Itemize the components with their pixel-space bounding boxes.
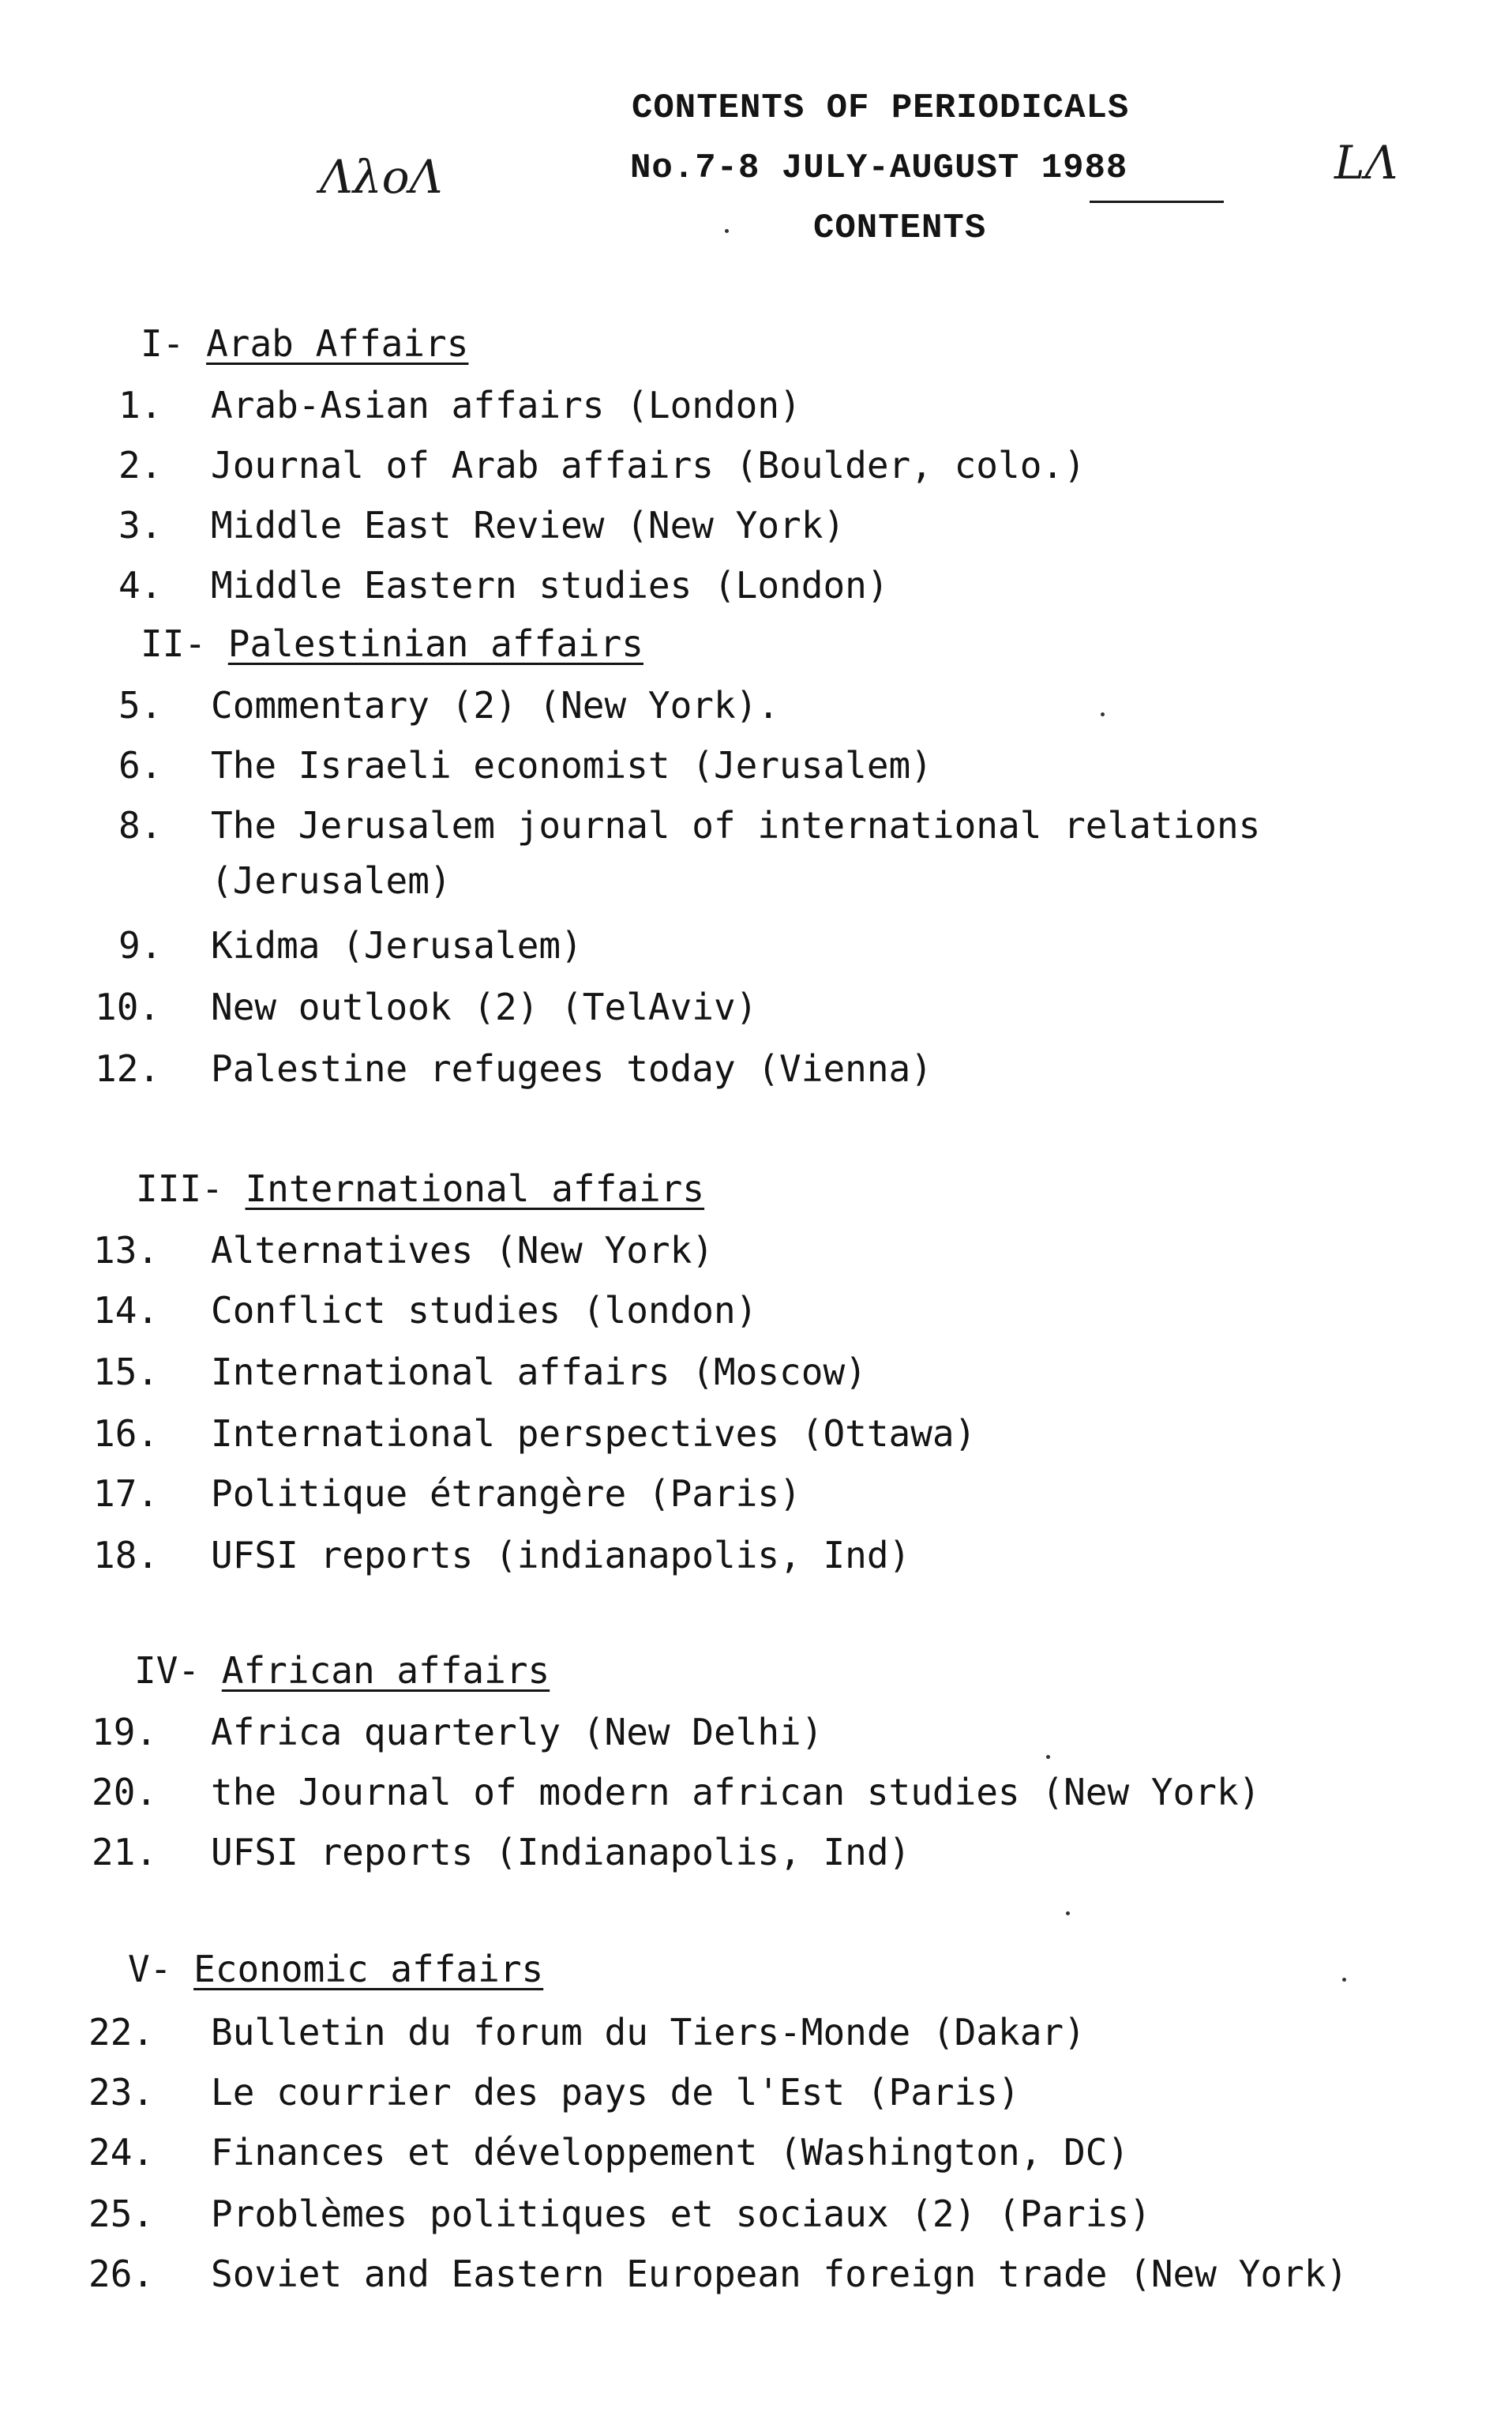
item-number: 23. xyxy=(88,2071,155,2114)
item-text: The Israeli economist (Jerusalem) xyxy=(211,744,932,787)
section-numeral: II- xyxy=(141,622,207,665)
item-text: Africa quarterly (New Delhi) xyxy=(211,1711,824,1753)
section-title: Economic affairs xyxy=(193,1948,544,1990)
item-number: 26. xyxy=(88,2253,155,2295)
item-number: 4. xyxy=(118,564,163,607)
item-number: 20. xyxy=(92,1771,158,1813)
handwritten-underline xyxy=(1090,201,1224,203)
item-number: 15. xyxy=(93,1351,159,1393)
item-number: 5. xyxy=(118,684,163,727)
scan-speck xyxy=(1101,712,1105,716)
section-title: International affairs xyxy=(245,1167,705,1210)
section-title: Palestinian affairs xyxy=(227,622,643,665)
section-numeral: I- xyxy=(141,322,185,365)
item-text: Politique étrangère (Paris) xyxy=(211,1472,801,1515)
item-text: Commentary (2) (New York). xyxy=(211,684,780,727)
item-number: 3. xyxy=(118,504,163,547)
item-number: 25. xyxy=(88,2193,155,2235)
item-text: Palestine refugees today (Vienna) xyxy=(211,1047,932,1090)
header-contents: CONTENTS xyxy=(813,209,987,248)
item-number: 22. xyxy=(88,2011,155,2054)
item-number: 2. xyxy=(118,444,163,487)
item-text: Le courrier des pays de l'Est (Paris) xyxy=(211,2071,1020,2114)
section-numeral: V- xyxy=(128,1948,172,1990)
section-title: Arab Affairs xyxy=(206,322,469,365)
item-number: 1. xyxy=(118,384,163,427)
item-number: 19. xyxy=(92,1711,158,1753)
item-number: 17. xyxy=(93,1472,159,1515)
section-heading xyxy=(134,1649,550,1692)
item-text: Middle East Review (New York) xyxy=(211,504,846,547)
item-number: 14. xyxy=(93,1289,159,1332)
item-text: International perspectives (Ottawa) xyxy=(211,1412,977,1455)
item-number: 16. xyxy=(93,1412,159,1455)
section-title: African affairs xyxy=(221,1649,550,1692)
item-text: New outlook (2) (TelAviv) xyxy=(211,986,758,1028)
item-text: International affairs (Moscow) xyxy=(211,1351,867,1393)
item-number: 18. xyxy=(93,1534,159,1576)
item-number: 13. xyxy=(93,1229,159,1272)
item-text: Alternatives (New York) xyxy=(211,1229,714,1272)
item-text: Kidma (Jerusalem) xyxy=(211,924,583,967)
item-number: 8. xyxy=(118,804,163,847)
scan-speck xyxy=(1066,1911,1070,1915)
section-numeral: IV- xyxy=(134,1649,201,1692)
item-text: UFSI reports (Indianapolis, Ind) xyxy=(211,1831,911,1873)
header-issue: No.7-8 JULY-AUGUST 1988 xyxy=(630,148,1128,188)
item-text-continuation: (Jerusalem) xyxy=(211,859,452,902)
item-number: 12. xyxy=(95,1047,161,1090)
handwritten-annotation-right: LΛ xyxy=(1334,136,1398,190)
item-text: Middle Eastern studies (London) xyxy=(211,564,889,607)
item-text: Journal of Arab affairs (Boulder, colo.) xyxy=(211,444,1086,487)
item-text: the Journal of modern african studies (New York) xyxy=(211,1771,1261,1813)
item-number: 10. xyxy=(95,986,161,1028)
header-title: CONTENTS OF PERIODICALS xyxy=(632,88,1130,128)
section-heading xyxy=(141,322,468,365)
item-text: Conflict studies (london) xyxy=(211,1289,758,1332)
item-number: 21. xyxy=(92,1831,158,1873)
item-number: 6. xyxy=(118,744,163,787)
scan-speck xyxy=(1342,1978,1346,1982)
section-heading xyxy=(141,622,643,665)
item-text: The Jerusalem journal of international relations xyxy=(211,804,1261,847)
scan-speck xyxy=(725,229,729,233)
item-text: Arab-Asian affairs (London) xyxy=(211,384,801,427)
scan-speck xyxy=(1046,1755,1050,1759)
item-text: Finances et développement (Washington, DC) xyxy=(211,2131,1130,2174)
item-text: UFSI reports (indianapolis, Ind) xyxy=(211,1534,911,1576)
handwritten-annotation-left: ΛλοΛ xyxy=(320,150,443,204)
section-numeral: III- xyxy=(136,1167,223,1210)
item-text: Bulletin du forum du Tiers-Monde (Dakar) xyxy=(211,2011,1086,2054)
section-heading xyxy=(136,1167,704,1210)
item-text: Soviet and Eastern European foreign trade (New York) xyxy=(211,2253,1349,2295)
section-heading xyxy=(128,1948,543,1990)
item-text: Problèmes politiques et sociaux (2) (Paris) xyxy=(211,2193,1151,2235)
item-number: 24. xyxy=(88,2131,155,2174)
item-number: 9. xyxy=(118,924,163,967)
